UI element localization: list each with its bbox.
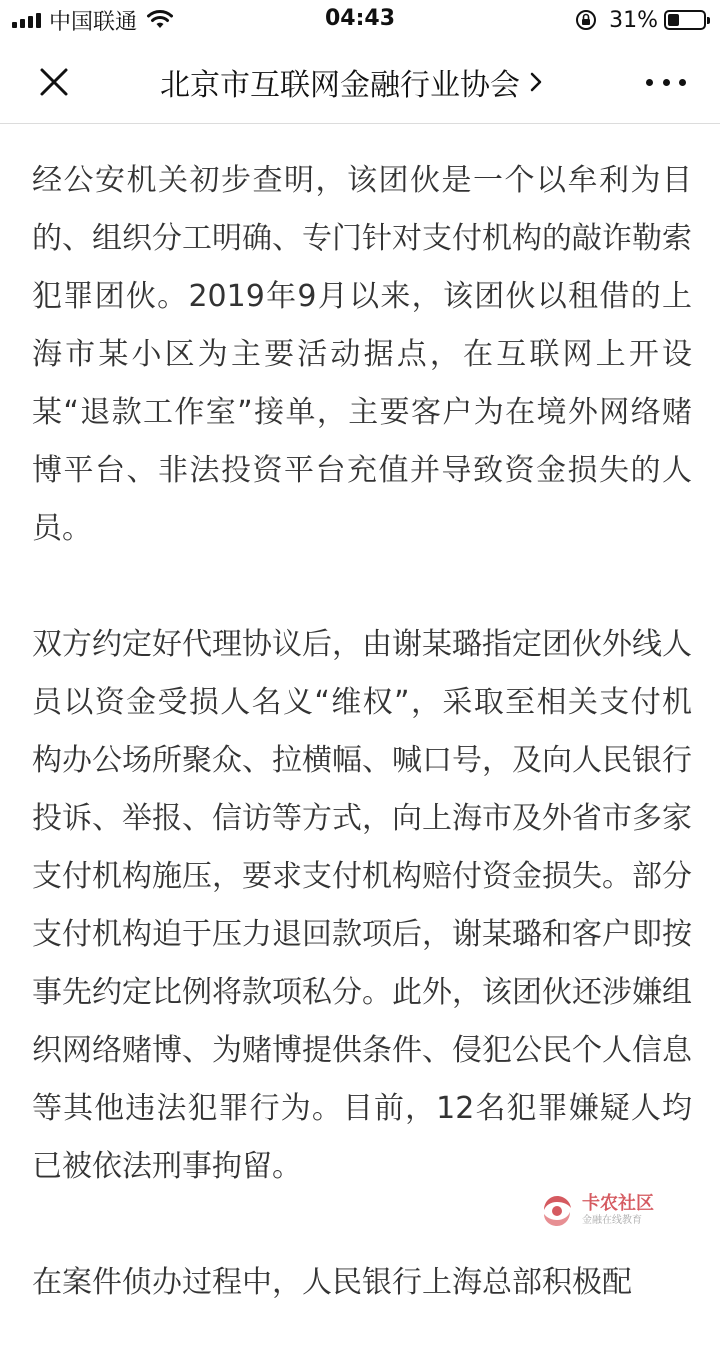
article-paragraph: 双方约定好代理协议后，由谢某璐指定团伙外线人员以资金受损人名义“维权”，采取至相关支付机构办公场所聚众、拉横幅、喊口号，及向人民银行投诉、举报、信访等方式，向上海市及外省市多家支付机构施压，要求支付机构赔付资金损失。部分支付机构迫于压力退回款项后，谢某璐和客户即按事先约定比例将款项私分。此外，该团伙还涉嫌组织网络赌博、为赌博提供条件、侵犯公民个人信息等其他违法犯罪行为。目前，12名犯罪嫌疑人均已被依法刑事拘留。 bbox=[32, 627, 692, 1184]
more-icon[interactable] bbox=[646, 70, 686, 94]
battery-icon bbox=[664, 10, 706, 30]
status-right bbox=[575, 8, 706, 32]
carrier-label: 中国联通 bbox=[49, 9, 138, 35]
status-time: 04:43 bbox=[324, 6, 396, 31]
page-title: 北京市互联网金融行业协会 bbox=[160, 68, 520, 103]
battery-level-fill bbox=[668, 14, 679, 26]
watermark-tagline: 金融在线教育 bbox=[582, 1215, 642, 1226]
account-title-link[interactable] bbox=[160, 60, 544, 104]
watermark-name: 卡农社区 bbox=[582, 1193, 654, 1214]
status-bar bbox=[0, 0, 720, 40]
rotation-lock-icon bbox=[575, 9, 597, 31]
article-paragraph: 经公安机关初步查明，该团伙是一个以牟利为目的、组织分工明确、专门针对支付机构的敲诈勒索犯罪团伙。2019年9月以来，该团伙以租借的上海市某小区为主要活动据点，在互联网上开设某“退款工作室”接单，主要客户为在境外网络赌博平台、非法投资平台充值并导致资金损失的人员。 bbox=[32, 163, 692, 546]
kanong-logo-icon bbox=[538, 1192, 576, 1230]
chevron-right-icon bbox=[528, 70, 544, 94]
navigation-bar bbox=[0, 40, 720, 124]
battery-percent: 31% bbox=[609, 7, 658, 33]
watermark-text bbox=[582, 1194, 654, 1228]
article-paragraph: 在案件侦办过程中，人民银行上海总部积极配 bbox=[32, 1265, 632, 1300]
close-icon[interactable] bbox=[34, 62, 74, 102]
article-content bbox=[32, 152, 692, 1370]
watermark bbox=[538, 1190, 688, 1232]
